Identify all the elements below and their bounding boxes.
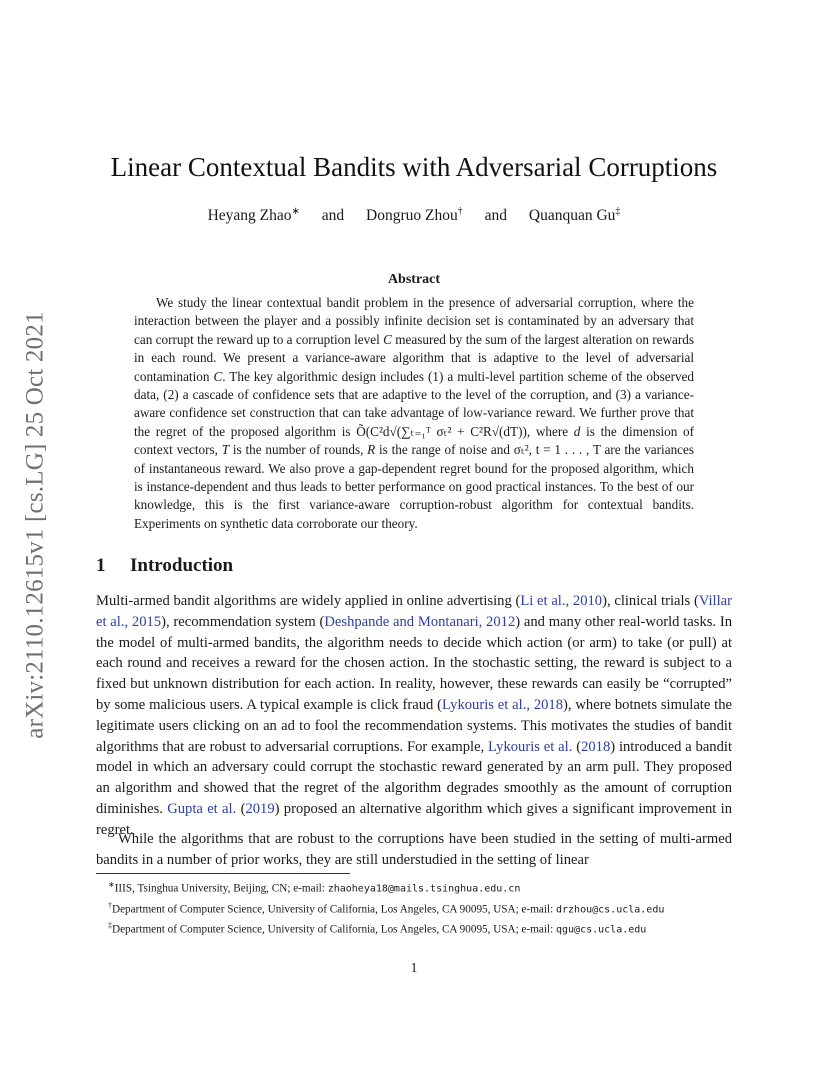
citation-link[interactable]: Lykouris et al., 2018 bbox=[442, 696, 564, 713]
section-heading bbox=[96, 555, 732, 577]
citation-link[interactable]: Lykouris et al. bbox=[488, 738, 573, 755]
section-title: Introduction bbox=[130, 555, 234, 576]
author-name: Dongruo Zhou bbox=[366, 207, 458, 225]
citation-link[interactable]: 2019 bbox=[245, 800, 275, 817]
author-name: Heyang Zhao bbox=[207, 207, 292, 225]
regret-formula: Õ(C²d√(∑ₜ₌₁ᵀ σₜ² + C²R√(dT)) bbox=[356, 423, 527, 439]
abstract-heading: Abstract bbox=[387, 272, 441, 287]
footnote: †Department of Computer Science, University of California, Los Angeles, CA 90095, USA; e-mail: drzhou@cs.ucla.edu bbox=[108, 900, 665, 916]
email-address: drzhou@cs.ucla.edu bbox=[556, 904, 665, 916]
abstract-text: We study the linear contextual bandit problem in the presence of adversarial corruption, where the interaction between the player and a possibly infinite decision set is contaminated by an adversary that can corrupt the reward up to a corruption level C measured by the sum of the largest alteration on rewards in each round. We present a variance-aware algorithm that is adaptive to the level of adversarial contamination C. The key algorithmic design includes (1) a multi-level partition scheme of the observed data, (2) a cascade of confidence sets that are adaptive to the level of the corruption, and (3) a variance-aware confidence set construction that can take advantage of low-variance reward. We further prove that the regret of the proposed algorithm is Õ(C²d√(∑ₜ₌₁ᵀ σₜ² + C²R√(dT)), where d is the dimension of context vectors, T is the number of rounds, R is the range of noise and σₜ², t = 1 . . . , T are the variances of instantaneous reward. We also prove a gap-dependent regret bound for the proposed algorithm, which is instance-dependent and thus leads to better performance on good practical instances. To the best of our knowledge, this is the first variance-aware corruption-robust algorithm for contextual bandits. Experiments on synthetic data corroborate our theory. bbox=[134, 295, 695, 531]
arxiv-sidebar-stamp bbox=[8, 290, 64, 760]
footnote-rule bbox=[96, 873, 350, 874]
author-mark: † bbox=[457, 206, 463, 217]
author-mark: ‡ bbox=[615, 206, 621, 217]
author-separator: and bbox=[321, 207, 345, 225]
footnotes bbox=[96, 877, 732, 939]
page-number: 1 bbox=[410, 961, 418, 976]
author-name: Quanquan Gu bbox=[528, 207, 616, 225]
citation-link[interactable]: Villar et al., 2015 bbox=[96, 593, 732, 630]
footnote: ‡Department of Computer Science, University of California, Los Angeles, CA 90095, USA; e-mail: qgu@cs.ucla.edu bbox=[108, 921, 647, 936]
intro-paragraph-2: While the algorithms that are robust to the corruptions have been studied in the setting of multi-armed bandits in a number of prior works, they are still understudied in the setting of linear bbox=[96, 831, 732, 868]
author-separator: and bbox=[484, 207, 508, 225]
footnote: ∗IIIS, Tsinghua University, Beijing, CN; e-mail: zhaoheya18@mails.tsinghua.edu.cn bbox=[108, 880, 521, 895]
citation-link[interactable]: Li et al., 2010 bbox=[520, 593, 603, 609]
citation-link[interactable]: Gupta et al. bbox=[167, 800, 237, 817]
paper-title: Linear Contextual Bandits with Adversarial Corruptions bbox=[110, 152, 718, 182]
arxiv-identifier: arXiv:2110.12615v1 [cs.LG] 25 Oct 2021 bbox=[22, 311, 49, 739]
email-address: qgu@cs.ucla.edu bbox=[556, 924, 647, 936]
section-number: 1 bbox=[96, 555, 106, 576]
variance-formula: σₜ², t = 1 . . . , T bbox=[513, 442, 601, 458]
citation-link[interactable]: 2018 bbox=[581, 738, 611, 755]
author-mark: ∗ bbox=[291, 206, 300, 217]
email-address: zhaoheya18@mails.tsinghua.edu.cn bbox=[327, 883, 521, 895]
intro-paragraph-1: Multi-armed bandit algorithms are widely applied in online advertising (Li et al., 2010), clinical trials (Villar et al., 2015), recommendation system (Deshpande and Montanari, 2012) and many other real-world tasks. In the model of multi-armed bandits, the algorithm needs to decide which action (or arm) to take (or pull) at each round and receives a reward for the chosen action. In the stochastic setting, the reward is subject to a fixed but unknown distribution for each action. In reality, however, these rewards can easily be “corrupted” by some malicious users. A typical example is click fraud (Lykouris et al., 2018), where botnets simulate the legitimate users clicking on an ad to fool the recommendation systems. This motivates the studies of bandit algorithms that are robust to adversarial corruptions. For example, Lykouris et al. (2018) introduced a bandit model in which an adversary could corrupt the stochastic reward generated by an arm pull. They proposed an algorithm and showed that the regret of the algorithm degrades smoothly as the amount of corruption diminishes. Gupta et al. (2019) proposed an alternative algorithm which gives a significant improvement in regret. bbox=[96, 593, 733, 838]
author-list bbox=[96, 202, 732, 226]
citation-link[interactable]: Deshpande and Montanari, 2012 bbox=[324, 613, 516, 630]
